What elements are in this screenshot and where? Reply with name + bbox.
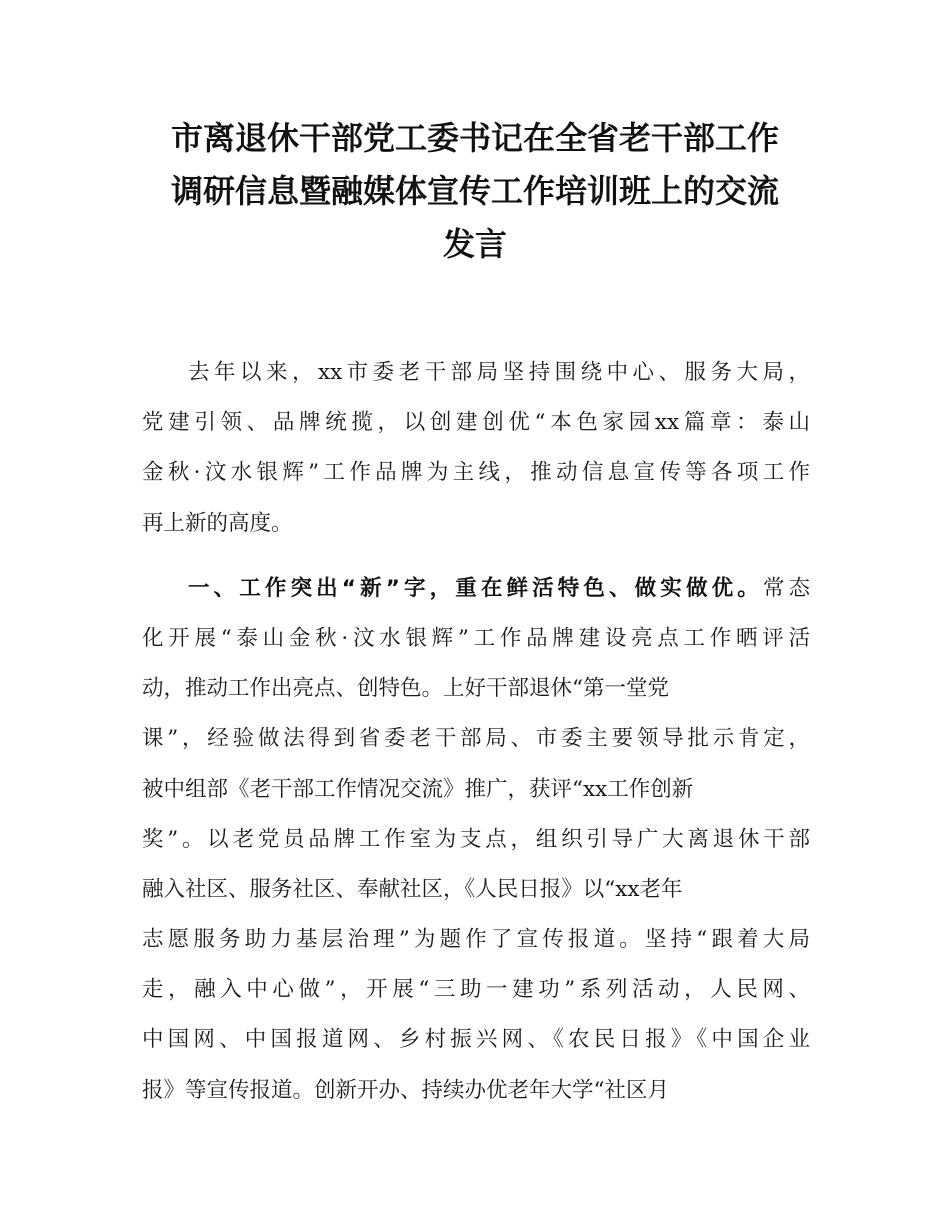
section-1-line-10: 报》等宣传报道。创新开办、持续办优老年大学“社区月: [142, 1077, 669, 1103]
paragraph-1-line-1: 去年以来，xx市委老干部局坚持围绕中心、服务大局，: [188, 360, 810, 385]
paragraph-1-line-3: 金秋·汶水银辉”工作品牌为主线，推动信息宣传等各项工作: [142, 460, 810, 486]
section-1-line-3: 课”，经验做法得到省委老干部局、市委主要领导批示肯定，: [142, 726, 810, 752]
title-line-3: 发言: [442, 225, 507, 263]
title-line-2: 调研信息暨融媒体宣传工作培训班上的交流: [170, 172, 779, 210]
section-1-first-line-rest: 常态: [762, 575, 810, 601]
section-1-first-line: [142, 564, 810, 614]
section-1-line-5: 奖”。以老党员品牌工作室为支点，组织引导广大离退休干部: [142, 826, 810, 852]
section-1-line-9: 中国网、中国报道网、乡村振兴网、《农民日报》《中国企业: [142, 1027, 810, 1053]
paragraph-1-line-4: 再上新的高度。: [142, 510, 293, 536]
document-title: [130, 112, 820, 271]
section-1-line-7: 志愿服务助力基层治理”为题作了宣传报道。坚持“跟着大局: [142, 927, 810, 953]
paragraph-gap: [142, 549, 810, 564]
paragraph-1-line-2: 党建引领、品牌统揽，以创建创优“本色家园xx篇章：泰山: [142, 410, 810, 436]
document-body: [142, 348, 810, 1116]
section-1-line-1: 化开展“泰山金秋·汶水银辉”工作品牌建设亮点工作晒评活: [142, 625, 810, 651]
section-1-heading: 一、工作突出“新”字，重在鲜活特色、做实做优。: [188, 575, 763, 601]
section-1-line-2: 动，推动工作出亮点、创特色。上好干部退休“第一堂党: [142, 676, 669, 702]
title-line-1: 市离退休干部党工委书记在全省老干部工作: [170, 119, 779, 157]
section-1-line-4: 被中组部《老干部工作情况交流》推广，获评“xx工作创新: [142, 776, 694, 802]
section-1-line-8: 走，融入中心做”，开展“三助一建功”系列活动，人民网、: [142, 977, 810, 1003]
section-1-line-6: 融入社区、服务社区、奉献社区，《人民日报》以“xx老年: [142, 876, 683, 902]
